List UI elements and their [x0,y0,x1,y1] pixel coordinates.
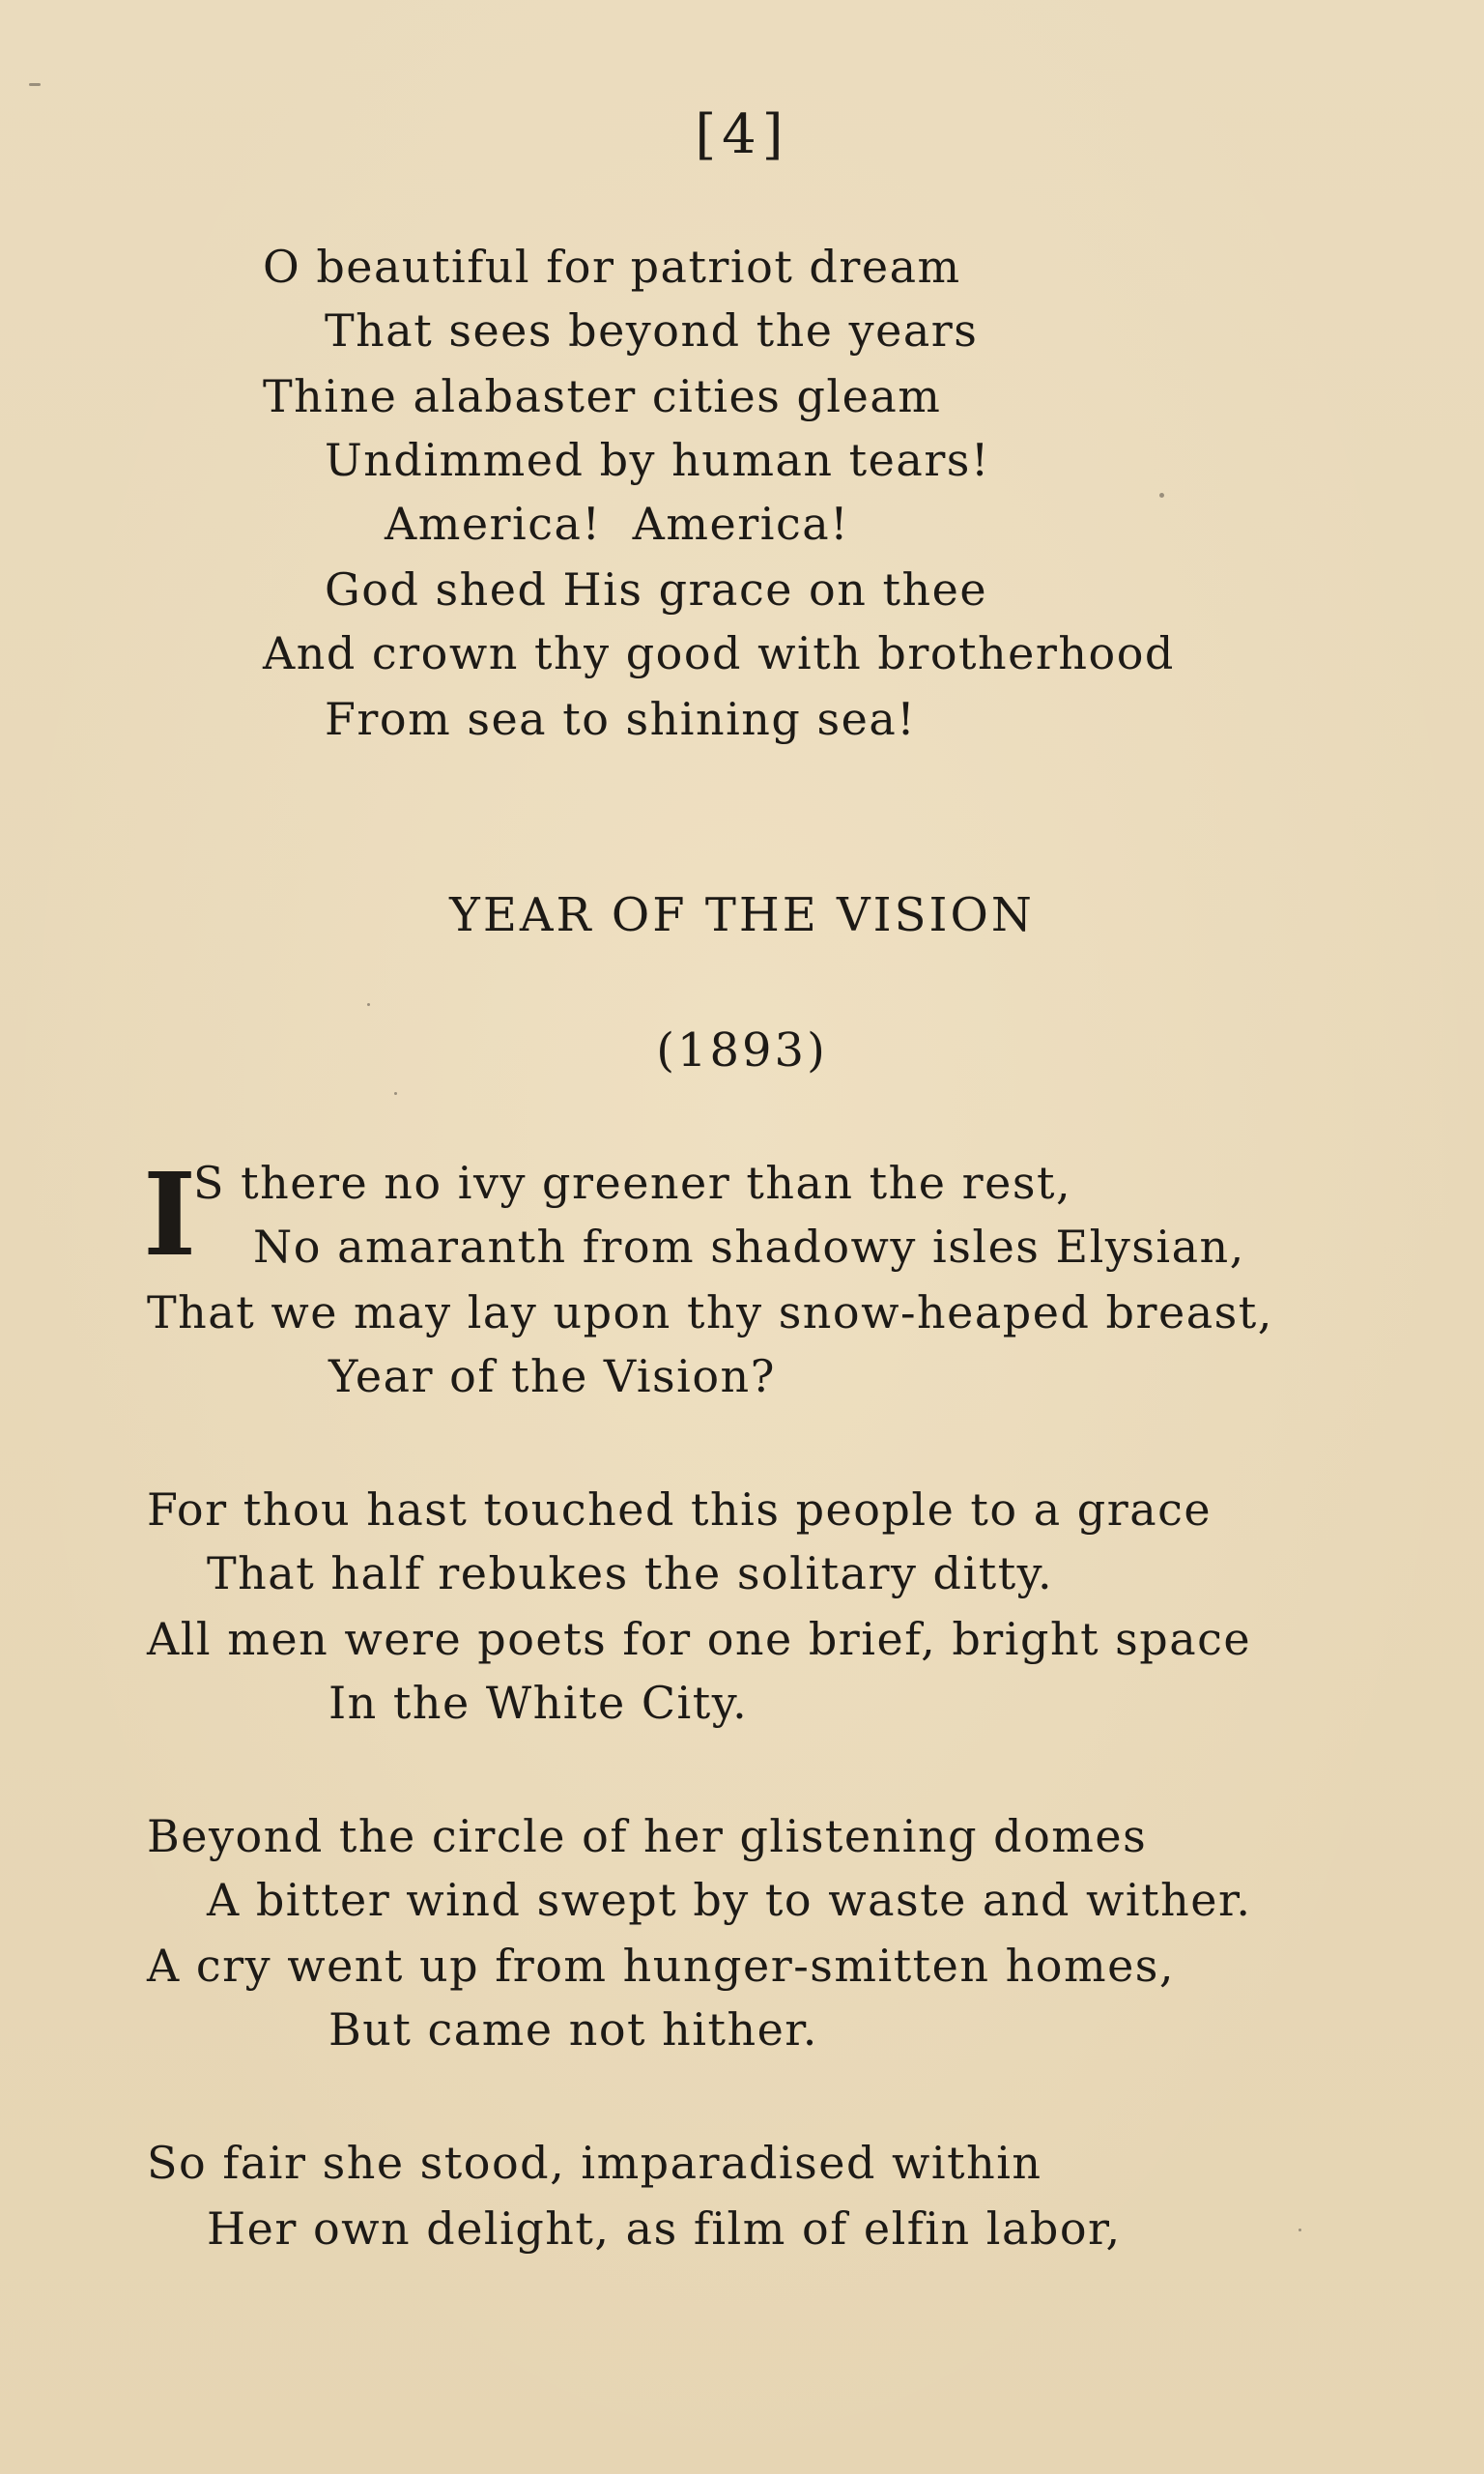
poem-line: A bitter wind swept by to waste and wither. [207,1874,1252,1926]
poem-year: (1893) [656,1023,828,1078]
poem-line: So fair she stood, imparadised within [147,2137,1042,2189]
poem-title: YEAR OF THE VISION [449,888,1035,942]
paper-speck [394,1092,397,1095]
poem-line: Her own delight, as film of elfin labor, [207,2202,1122,2255]
paper-speck [1159,493,1164,498]
poem-line: Beyond the circle of her glistening domes [147,1810,1148,1862]
poem-line: For thou hast touched this people to a grace [147,1483,1213,1536]
page-number: [4] [695,103,789,166]
stanza-line: God shed His grace on thee [325,563,988,616]
drop-cap: I [143,1147,197,1281]
poem-line: That we may lay upon thy snow-heaped breast, [147,1286,1273,1338]
stanza-line: That sees beyond the years [325,304,979,357]
poem-line: A cry went up from hunger-smitten homes, [147,1940,1176,1992]
poem-line: But came not hither. [328,2003,818,2056]
stanza-line: Thine alabaster cities gleam [263,370,942,422]
paper-speck [1298,2229,1301,2231]
poem-line: Year of the Vision? [328,1350,776,1402]
poem-line: In the White City. [328,1677,749,1729]
stanza-line: O beautiful for patriot dream [263,241,961,293]
paper-speck [367,1003,370,1006]
stanza-line: From sea to shining sea! [325,693,917,745]
stanza-line: And crown thy good with brotherhood [263,627,1175,679]
poem-line: No amaranth from shadowy isles Elysian, [253,1221,1245,1273]
paper-speck [29,83,41,86]
poem-line: S there no ivy greener than the rest, [193,1157,1072,1209]
stanza-line: Undimmed by human tears! [325,434,990,486]
poem-line: All men were poets for one brief, bright space [147,1613,1252,1665]
stanza-line: America! America! [385,498,850,550]
poem-line: That half rebukes the solitary ditty. [207,1547,1054,1599]
